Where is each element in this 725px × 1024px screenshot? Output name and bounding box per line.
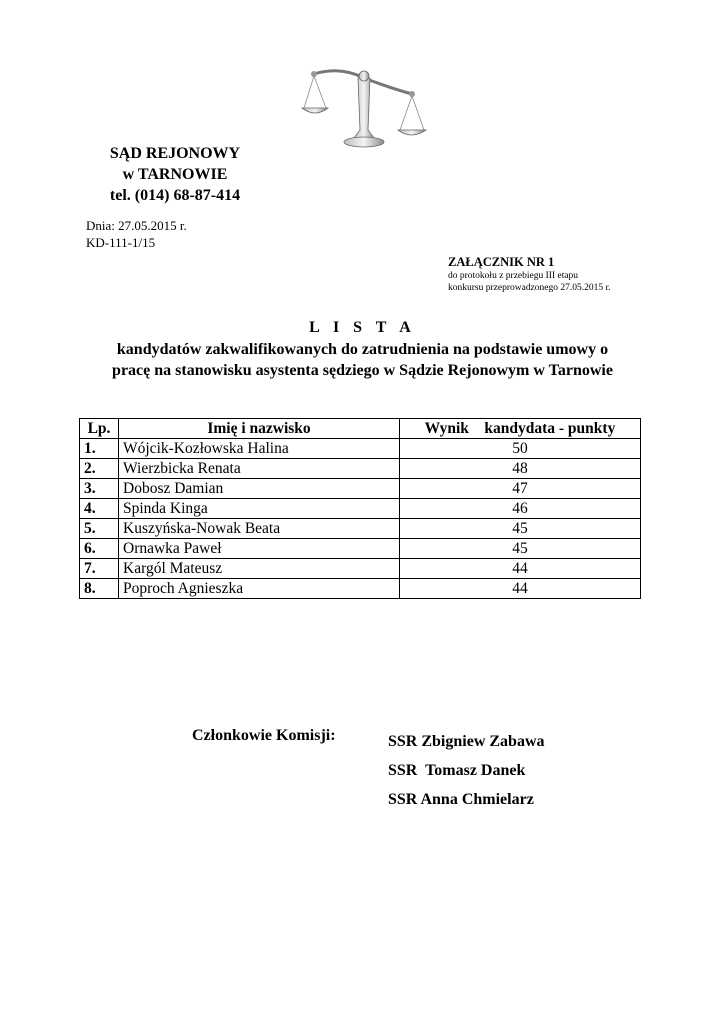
header-name: Imię i nazwisko bbox=[119, 419, 400, 439]
table-row bbox=[80, 479, 641, 499]
row-name: Wierzbicka Renata bbox=[119, 459, 400, 479]
row-name: Dobosz Damian bbox=[119, 479, 400, 499]
court-name: SĄD REJONOWY bbox=[109, 145, 241, 162]
commission-members bbox=[388, 727, 545, 814]
annex-block bbox=[448, 254, 611, 294]
row-name: Ornawka Paweł bbox=[119, 539, 400, 559]
document-reference: KD-111-1/15 bbox=[86, 235, 156, 250]
row-name: Kargól Mateusz bbox=[119, 559, 400, 579]
row-score: 44 bbox=[400, 579, 641, 599]
header-lp: Lp. bbox=[80, 419, 119, 439]
document-date: Dnia: 27.05.2015 r. bbox=[86, 218, 187, 233]
commission-member: SSR Zbigniew Zabawa bbox=[388, 733, 545, 750]
table-header-row bbox=[80, 419, 641, 439]
table-row bbox=[80, 439, 641, 459]
row-lp: 2. bbox=[80, 459, 119, 479]
table-row bbox=[80, 539, 641, 559]
row-score: 47 bbox=[400, 479, 641, 499]
court-phone: tel. (014) 68-87-414 bbox=[109, 187, 241, 204]
list-subtitle-line-1: kandydatów zakwalifikowanych do zatrudnienia na podstawie umowy o bbox=[116, 341, 609, 358]
row-lp: 7. bbox=[80, 559, 119, 579]
row-score: 48 bbox=[400, 459, 641, 479]
table-row bbox=[80, 499, 641, 519]
header-score: Wynik kandydata - punkty bbox=[400, 419, 641, 439]
annex-line-1: do protokołu z przebiegu III etapu bbox=[448, 271, 579, 281]
table-row bbox=[80, 519, 641, 539]
row-name: Kuszyńska-Nowak Beata bbox=[119, 519, 400, 539]
court-city: w TARNOWIE bbox=[122, 166, 228, 183]
row-score: 45 bbox=[400, 539, 641, 559]
list-subtitle-line-2: pracę na stanowisku asystenta sędziego w Sądzie Rejonowym w Tarnowie bbox=[112, 362, 613, 379]
row-lp: 5. bbox=[80, 519, 119, 539]
list-title: L I S T A bbox=[309, 319, 416, 336]
list-subtitle bbox=[60, 339, 665, 381]
row-score: 50 bbox=[400, 439, 641, 459]
row-score: 44 bbox=[400, 559, 641, 579]
document-meta bbox=[86, 217, 187, 251]
row-lp: 6. bbox=[80, 539, 119, 559]
row-score: 45 bbox=[400, 519, 641, 539]
table-row bbox=[80, 459, 641, 479]
commission-member: SSR Anna Chmielarz bbox=[388, 791, 534, 808]
candidates-table bbox=[79, 418, 641, 599]
annex-title: ZAŁĄCZNIK NR 1 bbox=[448, 255, 555, 269]
row-name: Spinda Kinga bbox=[119, 499, 400, 519]
court-header bbox=[90, 143, 260, 206]
row-lp: 3. bbox=[80, 479, 119, 499]
table-row bbox=[80, 559, 641, 579]
scales-of-justice-icon bbox=[300, 60, 430, 155]
row-lp: 8. bbox=[80, 579, 119, 599]
commission-member: SSR Tomasz Danek bbox=[388, 762, 526, 779]
row-lp: 4. bbox=[80, 499, 119, 519]
row-name: Poproch Agnieszka bbox=[119, 579, 400, 599]
commission-label: Członkowie Komisji: bbox=[192, 727, 336, 744]
row-lp: 1. bbox=[80, 439, 119, 459]
table-row bbox=[80, 579, 641, 599]
annex-line-2: konkursu przeprowadzonego 27.05.2015 r. bbox=[448, 283, 611, 293]
row-score: 46 bbox=[400, 499, 641, 519]
row-name: Wójcik-Kozłowska Halina bbox=[119, 439, 400, 459]
